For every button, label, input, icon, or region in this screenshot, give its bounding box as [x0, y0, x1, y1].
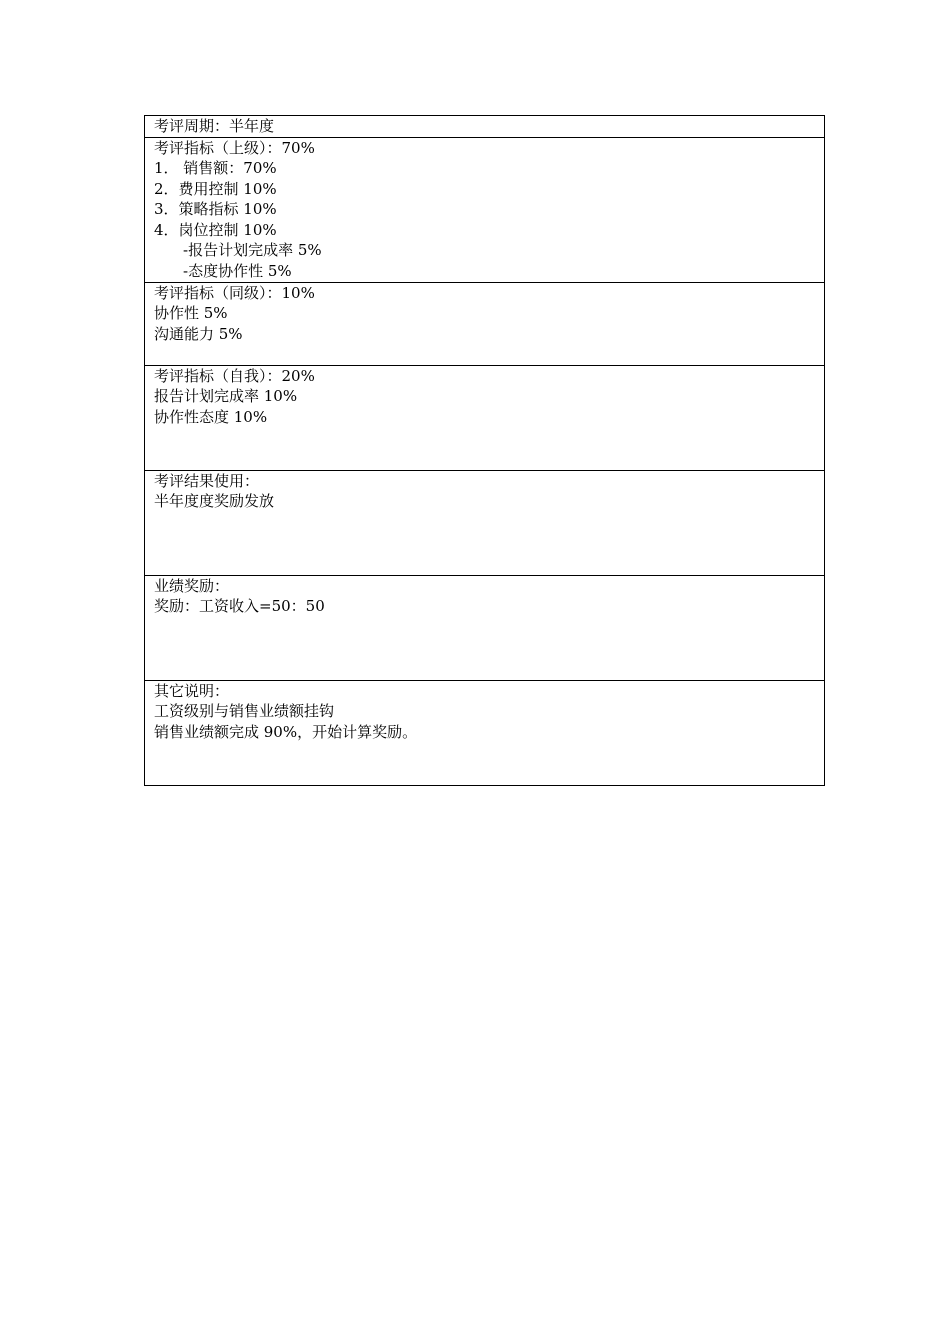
- result-usage-cell: [145, 470, 825, 575]
- list-subitem: -态度协作性 5%: [183, 261, 292, 280]
- other-heading: 其它说明：: [154, 681, 230, 700]
- list-item: 工资级别与销售业绩额挂钩: [154, 702, 335, 720]
- self-metrics-cell: [145, 365, 825, 470]
- table-row: [145, 575, 825, 680]
- table-row: [145, 470, 825, 575]
- result-heading: 考评结果使用：: [154, 471, 260, 490]
- superior-metrics-cell: [145, 137, 825, 282]
- list-item: 报告计划完成率 10%: [154, 387, 298, 405]
- list-item: 协作性 5%: [154, 304, 228, 322]
- table-row: [145, 365, 825, 470]
- self-heading: 考评指标（自我）：20%: [154, 366, 315, 385]
- list-item: 销售业绩额完成 90%，开始计算奖励。: [154, 722, 418, 741]
- period-text: 考评周期：半年度: [154, 117, 275, 135]
- list-item: 4．岗位控制 10%: [154, 220, 277, 239]
- list-item: 1． 销售额：70%: [154, 159, 277, 177]
- peer-heading: 考评指标（同级）：10%: [154, 283, 315, 302]
- table-row: [145, 282, 825, 365]
- list-item: 半年度度奖励发放: [154, 492, 275, 510]
- list-item: 协作性态度 10%: [154, 407, 268, 426]
- list-item: 3．策略指标 10%: [154, 200, 277, 218]
- performance-reward-cell: [145, 575, 825, 680]
- table-row: [145, 116, 825, 138]
- table-row: [145, 680, 825, 785]
- peer-metrics-cell: [145, 282, 825, 365]
- evaluation-form-table: [144, 115, 825, 786]
- table-row: [145, 137, 825, 282]
- superior-heading: 考评指标（上级）：70%: [154, 138, 315, 157]
- reward-heading: 业绩奖励：: [154, 576, 230, 595]
- list-item: 2．费用控制 10%: [154, 179, 277, 198]
- period-cell: [145, 116, 825, 138]
- list-item: 沟通能力 5%: [154, 324, 243, 343]
- other-notes-cell: [145, 680, 825, 785]
- list-subitem: -报告计划完成率 5%: [183, 241, 322, 259]
- list-item: 奖励：工资收入=50：50: [154, 597, 325, 615]
